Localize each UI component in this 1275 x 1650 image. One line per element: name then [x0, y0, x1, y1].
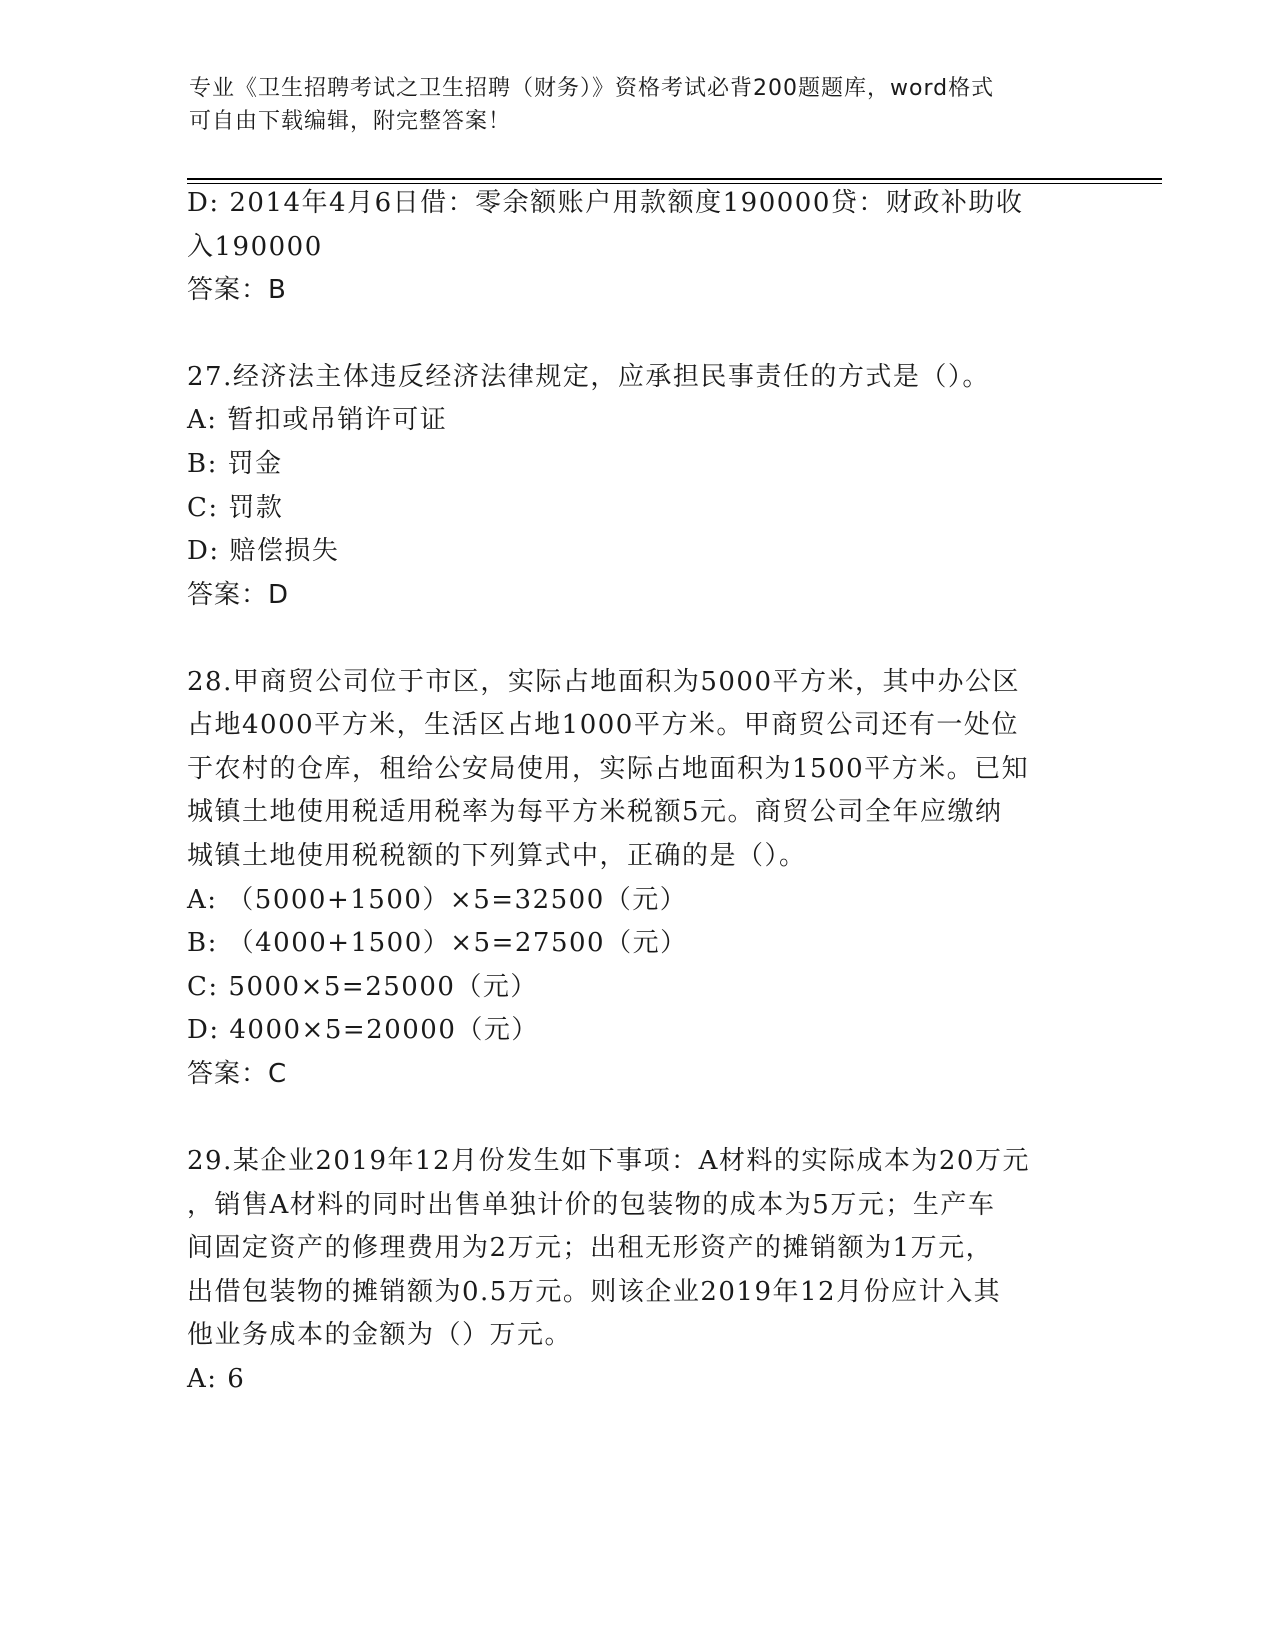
- q28-stem-line-2: 占地4000平方米，生活区占地1000平方米。甲商贸公司还有一处位: [187, 710, 1019, 740]
- q28-stem-line-1: 28.甲商贸公司位于市区，实际占地面积为5000平方米，其中办公区: [187, 667, 1021, 697]
- header-title-line-2: 可自由下载编辑，附完整答案！: [189, 109, 512, 134]
- q27-option-d: D: 赔偿损失: [187, 536, 340, 566]
- prev-option-d-line-2: 入190000: [187, 232, 323, 262]
- prev-option-d-line-1: D: 2014年4月6日借：零余额账户用款额度190000贷：财政补助收: [187, 188, 1024, 218]
- q28-option-c: C: 5000×5=25000（元）: [187, 972, 538, 1002]
- q29-stem-line-2: ，销售A材料的同时出售单独计价的包装物的成本为5万元；生产车: [187, 1190, 996, 1220]
- q27-option-b: B: 罚金: [187, 449, 283, 479]
- header-title-line-1: 专业《卫生招聘考试之卫生招聘（财务）》资格考试必背200题题库，word格式: [189, 76, 995, 101]
- q28-stem-line-3: 于农村的仓库，租给公安局使用，实际占地面积为1500平方米。已知: [187, 754, 1030, 784]
- q27-option-c: C: 罚款: [187, 493, 284, 523]
- q29-stem-line-4: 出借包装物的摊销额为0.5万元。则该企业2019年12月份应计入其: [187, 1277, 1002, 1307]
- q27-stem: 27.经济法主体违反经济法律规定，应承担民事责任的方式是（）。: [187, 362, 990, 392]
- q27-option-a: A: 暂扣或吊销许可证: [187, 405, 448, 435]
- q29-option-a: A: 6: [187, 1364, 246, 1394]
- q28-stem-line-4: 城镇土地使用税适用税率为每平方米税额5元。商贸公司全年应缴纳: [187, 797, 1003, 827]
- document-header: [189, 72, 1089, 138]
- header-divider-thick: [187, 178, 1162, 180]
- q28-option-b: B: （4000+1500）×5=27500（元）: [187, 928, 688, 958]
- q29-stem-line-5: 他业务成本的金额为（）万元。: [187, 1320, 573, 1350]
- q28-option-d: D: 4000×5=20000（元）: [187, 1015, 539, 1045]
- q29-stem-line-1: 29.某企业2019年12月份发生如下事项：A材料的实际成本为20万元: [187, 1146, 1030, 1176]
- header-divider-thin: [187, 183, 1162, 184]
- prev-answer: 答案：B: [187, 275, 287, 305]
- q27-answer: 答案：D: [187, 580, 290, 610]
- q28-option-a: A: （5000+1500）×5=32500（元）: [187, 885, 688, 915]
- q28-stem-line-5: 城镇土地使用税税额的下列算式中，正确的是（）。: [187, 841, 807, 871]
- q29-stem-line-3: 间固定资产的修理费用为2万元；出租无形资产的摊销额为1万元，: [187, 1233, 994, 1263]
- q28-answer: 答案：C: [187, 1059, 288, 1089]
